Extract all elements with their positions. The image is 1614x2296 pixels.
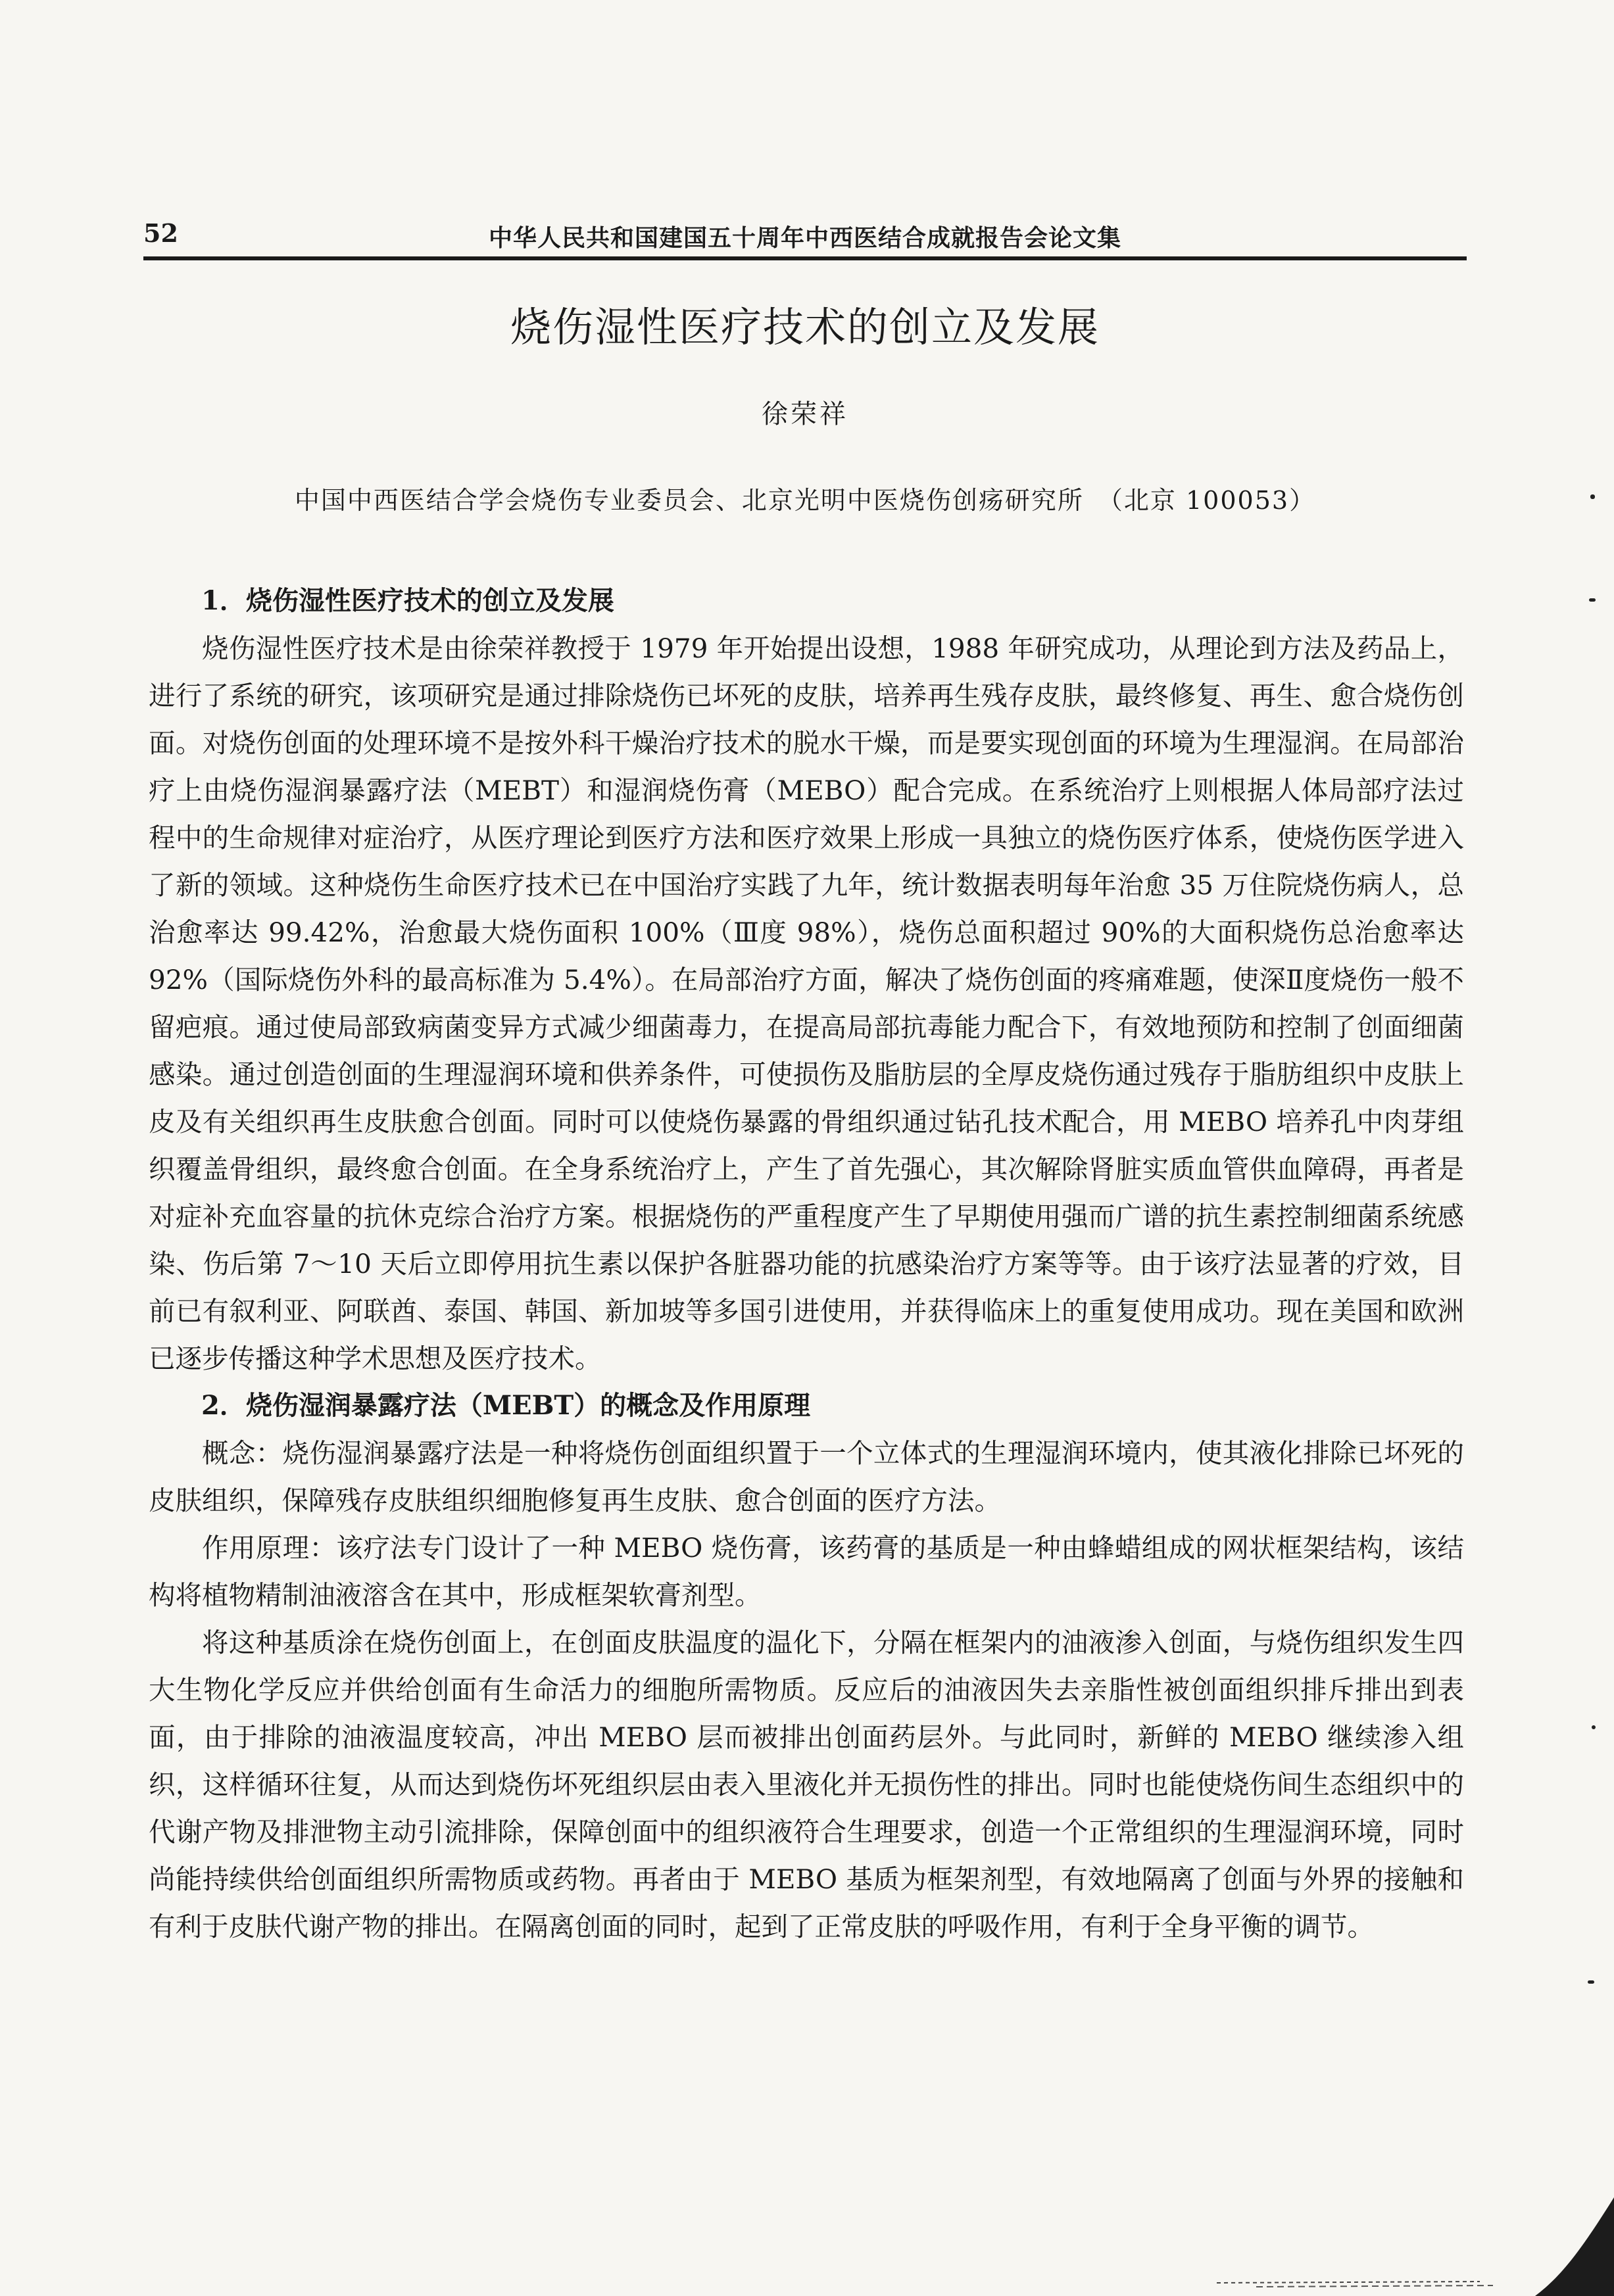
section-1-heading: 1．烧伤湿性医疗技术的创立及发展 [201, 585, 614, 616]
scan-speck [1589, 598, 1596, 602]
section-2-paragraph-3: 将这种基质涂在烧伤创面上，在创面皮肤温度的温化下，分隔在框架内的油液渗入创面，与烧伤组织发生四大生物化学反应并供给创面有生命活力的细胞所需物质。反应后的油液因失去亲脂性被创面组织排斥排出到表面，由于排除的油液温度较高，冲出 MEBO 层而被排出创面药层外。与此同时，新鲜的 MEBO 继续渗入组织，这样循环往复，从而达到烧伤坏死组织层由表入里液化并无损伤性的排出。同时也能使烧伤间生态组织中的代谢产物及排泄物主动引流排除，保障创面中的组织液符合生理要求，创造一个正常组织的生理湿润环境，同时尚能持续供给创面组织所需物质或药物。再者由于 MEBO 基质为框架剂型，有效地隔离了创面与外界的接触和有利于皮肤代谢产物的排出。在隔离创面的同时，起到了正常皮肤的呼吸作用，有利于全身平衡的调节。 [149, 1627, 1464, 1942]
author: 徐荣祥 [762, 399, 848, 429]
page-header [143, 210, 1467, 260]
section-2-heading: 2．烧伤湿润暴露疗法（MEBT）的概念及作用原理 [201, 1390, 811, 1421]
affiliation: 中国中西医结合学会烧伤专业委员会、北京光明中医烧伤创疡研究所 （北京 100053） [294, 486, 1316, 515]
article-body [149, 577, 1464, 1950]
section-2-paragraph-1: 概念：烧伤湿润暴露疗法是一种将烧伤创面组织置于一个立体式的生理湿润环境内，使其液化排除已坏死的皮肤组织，保障残存皮肤组织细胞修复再生皮肤、愈合创面的医疗方法。 [149, 1437, 1464, 1516]
running-title: 中华人民共和国建国五十周年中西医结合成就报告会论文集 [488, 224, 1121, 252]
section-1-paragraph-1: 烧伤湿性医疗技术是由徐荣祥教授于 1979 年开始提出设想，1988 年研究成功，从理论到方法及药品上，进行了系统的研究，该项研究是通过排除烧伤已坏死的皮肤，培养再生残存皮肤，最终修复、再生、愈合烧伤创面。对烧伤创面的处理环境不是按外科干燥治疗技术的脱水干燥，而是要实现创面的环境为生理湿润。在局部治疗上由烧伤湿润暴露疗法（MEBT）和湿润烧伤膏（MEBO）配合完成。在系统治疗上则根据人体局部疗法过程中的生命规律对症治疗，从医疗理论到医疗方法和医疗效果上形成一具独立的烧伤医疗体系，使烧伤医学进入了新的领域。这种烧伤生命医疗技术已在中国治疗实践了九年，统计数据表明每年治愈 35 万住院烧伤病人，总治愈率达 99.42%，治愈最大烧伤面积 100%（Ⅲ度 98%），烧伤总面积超过 90%的大面积烧伤总治愈率达 92%（国际烧伤外科的最高标准为 5.4%）。在局部治疗方面，解决了烧伤创面的疼痛难题，使深Ⅱ度烧伤一般不留疤痕。通过使局部致病菌变异方式减少细菌毒力，在提高局部抗毒能力配合下，有效地预防和控制了创面细菌感染。通过创造创面的生理湿润环境和供养条件，可使损伤及脂肪层的全厚皮烧伤通过残存于脂肪组织中皮肤上皮及有关组织再生皮肤愈合创面。同时可以使烧伤暴露的骨组织通过钻孔技术配合，用 MEBO 培养孔中肉芽组织覆盖骨组织，最终愈合创面。在全身系统治疗上，产生了首先强心，其次解除肾脏实质血管供血障碍，再者是对症补充血容量的抗休克综合治疗方案。根据烧伤的严重程度产生了早期使用强而广谱的抗生素控制细菌系统感染、伤后第 7～10 天后立即停用抗生素以保护各脏器功能的抗感染治疗方案等等。由于该疗法显著的疗效，目前已有叙利亚、阿联酋、泰国、韩国、新加坡等多国引进使用，并获得临床上的重复使用成功。现在美国和欧洲已逐步传播这种学术思想及医疗技术。 [149, 633, 1464, 1374]
section-2-paragraph-2: 作用原理：该疗法专门设计了一种 MEBO 烧伤膏，该药膏的基质是一种由蜂蜡组成的网状框架结构，该结构将植物精制油液溶含在其中，形成框架软膏剂型。 [149, 1532, 1464, 1611]
article-title: 烧伤湿性医疗技术的创立及发展 [510, 303, 1100, 351]
page-number: 52 [143, 218, 178, 248]
scan-edge-lines [1217, 2263, 1559, 2289]
scan-speck [1590, 494, 1595, 499]
scan-speck [1588, 1980, 1594, 1984]
scan-speck [1592, 1725, 1596, 1729]
